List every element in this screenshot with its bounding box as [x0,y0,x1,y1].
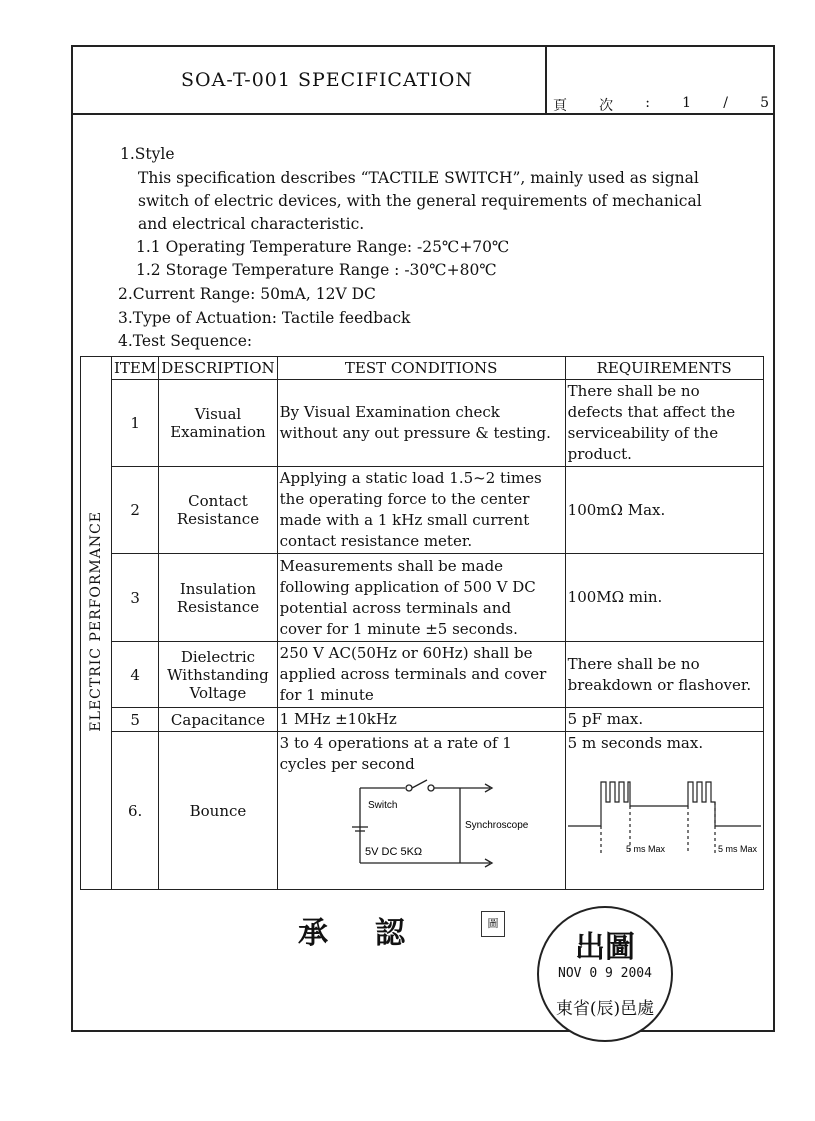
requirement-line: There shall be no [567,382,700,400]
conditions-cell [277,554,565,642]
requirement-line: 100MΩ min. [567,588,663,606]
requirement-line: There shall be no [567,654,700,673]
description-line: Insulation [179,579,257,598]
table-row [81,708,764,732]
condition-line: Measurements shall be made [279,556,504,575]
conditions-cell: 1 MHz ±10kHz [277,708,565,732]
description-line: Withstanding [167,665,269,684]
table-row [81,554,764,642]
description-line: Contact [188,492,248,510]
condition-line: cover for 1 minute ±5 seconds. [279,619,518,638]
page-slash: / [723,95,728,111]
item-cell: 5 [112,708,159,732]
page-label: 頁 [553,98,567,114]
header-item: ITEM [112,357,159,380]
page-label-2: 次 [599,98,614,114]
page-separator: : [645,95,650,111]
description-cell: Bounce [159,732,277,890]
bounce-timing-diagram [568,754,761,864]
description-line: Dielectric [180,647,256,666]
conditions-cell [277,732,565,890]
stamp-date: NOV 0 9 2004 [558,966,652,981]
operating-temperature: 1.1 Operating Temperature Range: -25℃+70℃ [136,238,510,256]
condition-line: made with a 1 kHz small current [279,511,530,529]
actuation-type: 3.Type of Actuation: Tactile feedback [118,309,411,327]
timing-label-2: 5 ms Max [717,844,757,854]
description-line: Voltage [189,683,247,702]
test-sequence-heading: 4.Test Sequence: [118,332,253,350]
item-cell: 2 [112,467,159,554]
requirement-line: product. [567,445,632,463]
description-line: Visual [194,405,242,423]
condition-line: Applying a static load 1.5~2 times [279,469,542,487]
item-cell: 6. [112,732,159,890]
stamp-department: 東省(辰)邑處 [555,999,655,1019]
condition-line: following application of 500 V DC [279,577,536,596]
approval-character-2: 認 [375,916,405,951]
approval-character-1: 承 [298,916,328,951]
condition-line: cycles per second [279,755,415,773]
current-range: 2.Current Range: 50mA, 12V DC [118,285,376,303]
header-description: DESCRIPTION [159,357,277,380]
section-1-para-line-3: and electrical characteristic. [138,215,365,233]
description-line: Examination [170,423,266,441]
condition-line: the operating force to the center [279,490,530,508]
conditions-cell [277,642,565,708]
requirement-line: 100mΩ Max. [567,500,666,519]
requirements-cell [565,642,763,708]
item-cell: 3 [112,554,159,642]
page-number: 1 [682,95,692,111]
requirements-cell: 5 pF max. [565,708,763,732]
requirement-line: serviceability of the [567,424,719,442]
section-1-para-line-2: switch of electric devices, with the general requirements of mechanical [138,192,702,210]
conditions-cell [277,380,565,467]
condition-line: applied across terminals and cover [279,665,547,683]
condition-line: 250 V AC(50Hz or 60Hz) shall be [279,644,533,662]
header-requirements: REQUIREMENTS [565,357,763,380]
page-total: 5 [760,95,769,111]
description-cell [159,554,277,642]
description-line: Resistance [176,510,260,528]
description-cell [159,467,277,554]
table-header-row [81,357,764,380]
header-test-conditions: TEST CONDITIONS [277,357,565,380]
page-indicator [553,95,769,115]
stamp-title: 出圖 [575,930,635,965]
description-cell: Capacitance [159,708,277,732]
description-line: Resistance [176,597,260,616]
section-1-para-line-1: This specification describes “TACTILE SWITCH”, mainly used as signal [138,169,699,187]
item-cell: 4 [112,642,159,708]
requirement-line: defects that affect the [567,403,736,421]
condition-line: potential across terminals and [279,598,512,617]
requirement-line: 5 m seconds max. [567,734,704,752]
bounce-test-circuit-diagram [335,775,535,875]
requirement-line: breakdown or flashover. [567,675,752,694]
synchroscope-label: Synchroscope [464,820,529,831]
description-cell [159,642,277,708]
requirements-cell [565,554,763,642]
document-title: SOA-T-001 SPECIFICATION [181,69,474,91]
condition-line: By Visual Examination check [279,403,500,421]
condition-line: contact resistance meter. [279,532,473,550]
header-divider [545,47,547,113]
release-stamp [537,906,673,1042]
requirements-cell [565,732,763,890]
description-cell [159,380,277,467]
requirements-cell [565,467,763,554]
requirements-cell [565,380,763,467]
table-row [81,380,764,467]
approval-seal-box: 圖 [481,911,505,937]
supply-label: 5V DC 5KΩ [364,846,422,858]
condition-line: for 1 minute [279,686,374,704]
item-cell: 1 [112,380,159,467]
table-row [81,732,764,890]
table-row [81,467,764,554]
conditions-cell [277,467,565,554]
timing-label-1: 5 ms Max [625,844,665,854]
test-sequence-table [80,356,764,890]
table-row [81,642,764,708]
switch-label: Switch [367,800,398,811]
side-label: ELECTRIC PERFORMANCE [88,510,104,732]
condition-line: without any out pressure & testing. [279,424,551,442]
section-1-heading: 1.Style [120,145,175,163]
storage-temperature: 1.2 Storage Temperature Range : -30℃+80℃ [136,261,497,279]
side-label-cell [81,357,112,890]
condition-line: 3 to 4 operations at a rate of 1 [279,734,512,752]
